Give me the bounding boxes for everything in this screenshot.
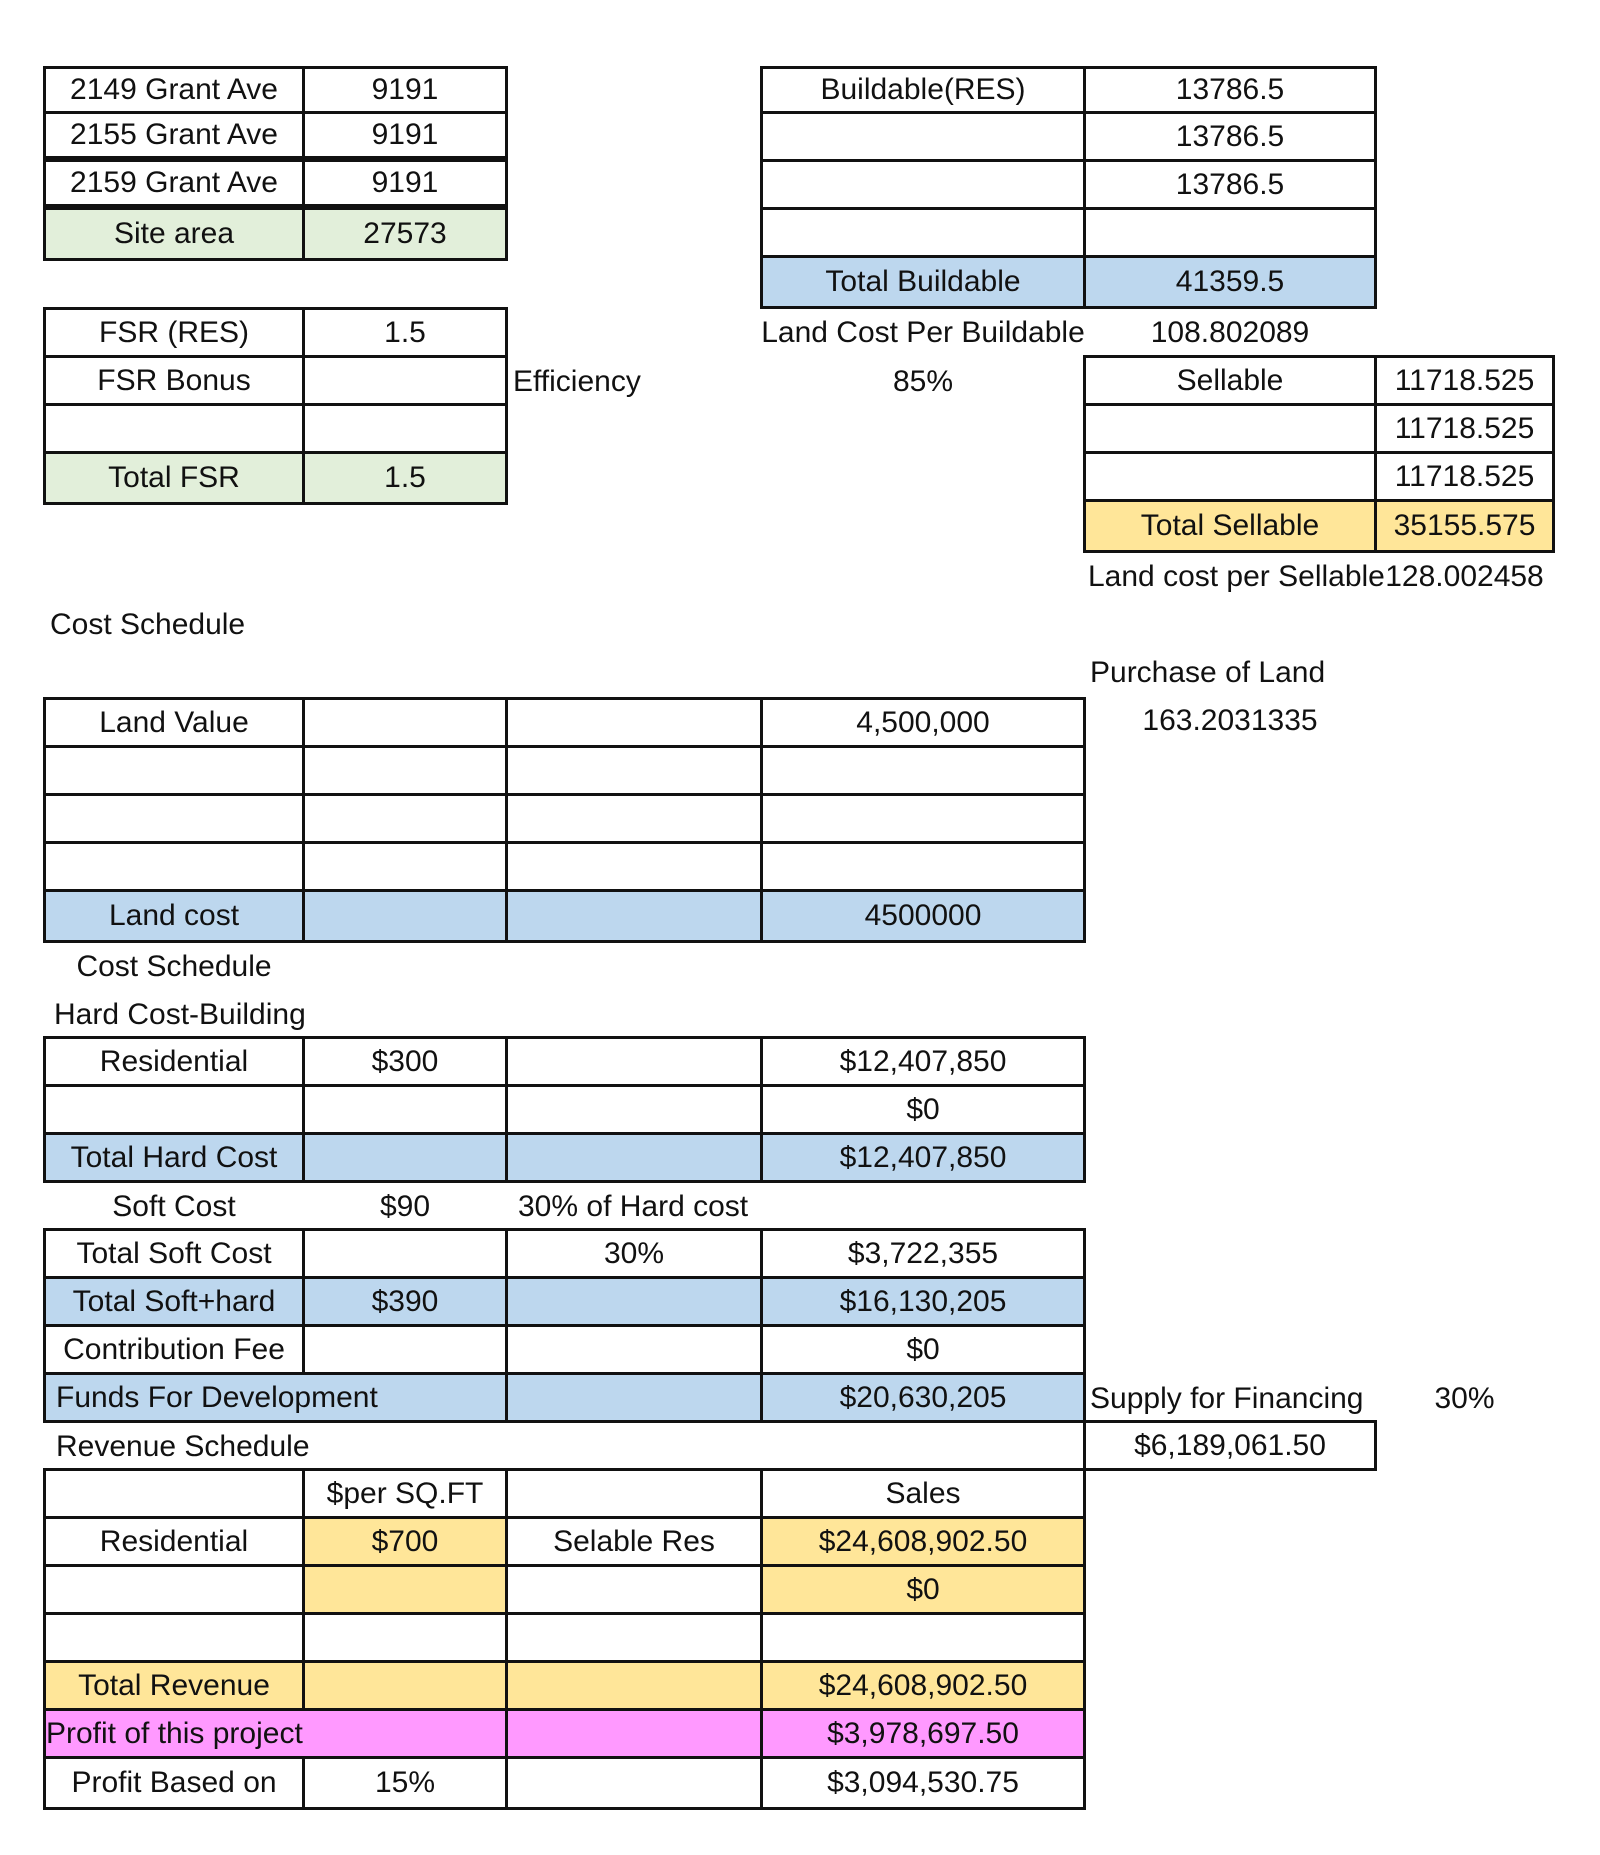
revenue-blank-2-cell-4 <box>760 1612 1086 1663</box>
sellable-row-2-label <box>1083 403 1377 454</box>
total-buildable-value: 41359.5 <box>1083 255 1377 309</box>
soft-cost-rate: $90 <box>379 1190 431 1223</box>
buildable-row-2-label <box>760 111 1086 162</box>
buildable-row-4-label <box>760 207 1086 258</box>
profit-based-pct: 15% <box>302 1756 508 1810</box>
supply-for-financing-label: Supply for Financing <box>1090 1382 1364 1415</box>
purchase-of-land-value: 163.2031335 <box>1142 704 1318 737</box>
cost-schedule-heading-2: Cost Schedule <box>76 950 272 983</box>
land-blank-row-2-cell-2 <box>302 793 508 844</box>
total-revenue-sales: $24,608,902.50 <box>760 1660 1086 1711</box>
profit-cell-3 <box>505 1708 763 1759</box>
total-sellable-value: 35155.575 <box>1374 499 1555 553</box>
land-cost-cell-3 <box>505 889 763 943</box>
contribution-fee-cell-3 <box>505 1324 763 1375</box>
total-soft-hard-amount: $16,130,205 <box>760 1276 1086 1327</box>
land-blank-row-3-cell-4 <box>760 841 1086 892</box>
buildable-row-3-label <box>760 159 1086 210</box>
hard-blank-amount: $0 <box>760 1084 1086 1135</box>
total-soft-hard-rate: $390 <box>302 1276 508 1327</box>
revenue-blank-2-cell-1 <box>43 1612 305 1663</box>
site-row-3-value: 9191 <box>302 159 508 207</box>
sellable-row-3-value: 11718.525 <box>1374 451 1555 502</box>
fsr-bonus-label: FSR Bonus <box>43 355 305 406</box>
total-hard-cost-cell-3 <box>505 1132 763 1183</box>
profit-amount: $3,978,697.50 <box>760 1708 1086 1759</box>
site-row-1-label: 2149 Grant Ave <box>43 66 305 114</box>
profit-based-cell-3 <box>505 1756 763 1810</box>
total-soft-cost-pct: 30% <box>505 1228 763 1279</box>
land-cost-per-sellable-value: 128.002458 <box>1385 560 1544 593</box>
land-cost-cell-2 <box>302 889 508 943</box>
revenue-blank-1-rate <box>302 1564 508 1615</box>
hard-blank-cell-3 <box>505 1084 763 1135</box>
total-soft-cost-label: Total Soft Cost <box>43 1228 305 1279</box>
soft-cost-label: Soft Cost <box>112 1190 236 1223</box>
fsr-res-label: FSR (RES) <box>43 307 305 358</box>
cost-schedule-heading: Cost Schedule <box>50 608 246 641</box>
site-row-2-label: 2155 Grant Ave <box>43 111 305 159</box>
revenue-residential-note: Selable Res <box>505 1516 763 1567</box>
total-soft-cost-amount: $3,722,355 <box>760 1228 1086 1279</box>
site-row-2-value: 9191 <box>302 111 508 159</box>
total-soft-cost-cell-2 <box>302 1228 508 1279</box>
fsr-blank-label <box>43 403 305 454</box>
funds-for-development-amount: $20,630,205 <box>760 1372 1086 1423</box>
total-buildable-label: Total Buildable <box>760 255 1086 309</box>
profit-based-amount: $3,094,530.75 <box>760 1756 1086 1810</box>
land-value-amount: 4,500,000 <box>760 697 1086 748</box>
revenue-residential-label: Residential <box>43 1516 305 1567</box>
site-row-3-label: 2159 Grant Ave <box>43 159 305 207</box>
land-cost-amount: 4500000 <box>760 889 1086 943</box>
fsr-res-value: 1.5 <box>302 307 508 358</box>
hard-residential-amount: $12,407,850 <box>760 1036 1086 1087</box>
revenue-top-rule <box>43 1420 1086 1423</box>
total-hard-cost-amount: $12,407,850 <box>760 1132 1086 1183</box>
fsr-blank-value <box>302 403 508 454</box>
land-value-label: Land Value <box>43 697 305 748</box>
total-hard-cost-label: Total Hard Cost <box>43 1132 305 1183</box>
sellable-row-3-label <box>1083 451 1377 502</box>
sellable-row-1-value: 11718.525 <box>1374 355 1555 406</box>
total-revenue-cell-2 <box>302 1660 508 1711</box>
site-area-label: Site area <box>43 207 305 261</box>
land-blank-row-1-cell-4 <box>760 745 1086 796</box>
efficiency-value: 85% <box>892 365 954 398</box>
revenue-header-cell-1 <box>43 1468 305 1519</box>
land-blank-row-2-cell-4 <box>760 793 1086 844</box>
land-blank-row-3-cell-3 <box>505 841 763 892</box>
hard-cost-heading: Hard Cost-Building <box>54 998 306 1031</box>
buildable-row-1-label: Buildable(RES) <box>760 66 1086 114</box>
sellable-row-2-value: 11718.525 <box>1374 403 1555 454</box>
revenue-residential-sales: $24,608,902.50 <box>760 1516 1086 1567</box>
revenue-blank-1-cell-3 <box>505 1564 763 1615</box>
total-revenue-cell-3 <box>505 1660 763 1711</box>
site-area-value: 27573 <box>302 207 508 261</box>
land-cost-per-sellable-label: Land cost per Sellable <box>1088 560 1385 593</box>
revenue-header-rate: $per SQ.FT <box>302 1468 508 1519</box>
land-blank-row-1-cell-2 <box>302 745 508 796</box>
hard-blank-cell-2 <box>302 1084 508 1135</box>
revenue-blank-2-cell-3 <box>505 1612 763 1663</box>
purchase-of-land-label: Purchase of Land <box>1090 656 1326 689</box>
buildable-row-1-value: 13786.5 <box>1083 66 1377 114</box>
revenue-blank-1-cell-1 <box>43 1564 305 1615</box>
land-blank-row-1-cell-3 <box>505 745 763 796</box>
land-cost-per-buildable-label: Land Cost Per Buildable <box>761 316 1085 349</box>
total-revenue-label: Total Revenue <box>43 1660 305 1711</box>
soft-cost-note: 30% of Hard cost <box>518 1190 749 1223</box>
profit-label: Profit of this project <box>43 1708 508 1759</box>
land-value-cell-2 <box>302 697 508 748</box>
total-soft-hard-cell-3 <box>505 1276 763 1327</box>
total-hard-cost-cell-2 <box>302 1132 508 1183</box>
contribution-fee-amount: $0 <box>760 1324 1086 1375</box>
revenue-blank-1-sales: $0 <box>760 1564 1086 1615</box>
buildable-row-4-value <box>1083 207 1377 258</box>
profit-based-label: Profit Based on <box>43 1756 305 1810</box>
land-cost-label: Land cost <box>43 889 305 943</box>
buildable-row-2-value: 13786.5 <box>1083 111 1377 162</box>
revenue-residential-rate: $700 <box>302 1516 508 1567</box>
supply-for-financing-amount: $6,189,061.50 <box>1083 1420 1377 1471</box>
sellable-row-1-label: Sellable <box>1083 355 1377 406</box>
total-fsr-value: 1.5 <box>302 451 508 505</box>
funds-for-development-label: Funds For Development <box>43 1372 508 1423</box>
site-row-1-value: 9191 <box>302 66 508 114</box>
land-blank-row-3-cell-2 <box>302 841 508 892</box>
total-soft-hard-label: Total Soft+hard <box>43 1276 305 1327</box>
hard-residential-rate: $300 <box>302 1036 508 1087</box>
land-cost-per-buildable-value: 108.802089 <box>1150 316 1310 349</box>
land-blank-row-1-cell-1 <box>43 745 305 796</box>
revenue-header-sales: Sales <box>760 1468 1086 1519</box>
hard-residential-cell-3 <box>505 1036 763 1087</box>
land-value-cell-3 <box>505 697 763 748</box>
land-blank-row-3-cell-1 <box>43 841 305 892</box>
total-sellable-label: Total Sellable <box>1083 499 1377 553</box>
efficiency-label: Efficiency <box>513 365 641 398</box>
contribution-fee-label: Contribution Fee <box>43 1324 305 1375</box>
total-fsr-label: Total FSR <box>43 451 305 505</box>
supply-for-financing-pct: 30% <box>1434 1382 1495 1415</box>
hard-blank-cell-1 <box>43 1084 305 1135</box>
land-blank-row-2-cell-3 <box>505 793 763 844</box>
hard-residential-label: Residential <box>43 1036 305 1087</box>
revenue-header-cell-3 <box>505 1468 763 1519</box>
revenue-schedule-heading: Revenue Schedule <box>56 1430 310 1463</box>
buildable-row-3-value: 13786.5 <box>1083 159 1377 210</box>
funds-for-development-cell-3 <box>505 1372 763 1423</box>
revenue-blank-2-cell-2 <box>302 1612 508 1663</box>
fsr-bonus-value <box>302 355 508 406</box>
contribution-fee-cell-2 <box>302 1324 508 1375</box>
land-blank-row-2-cell-1 <box>43 793 305 844</box>
